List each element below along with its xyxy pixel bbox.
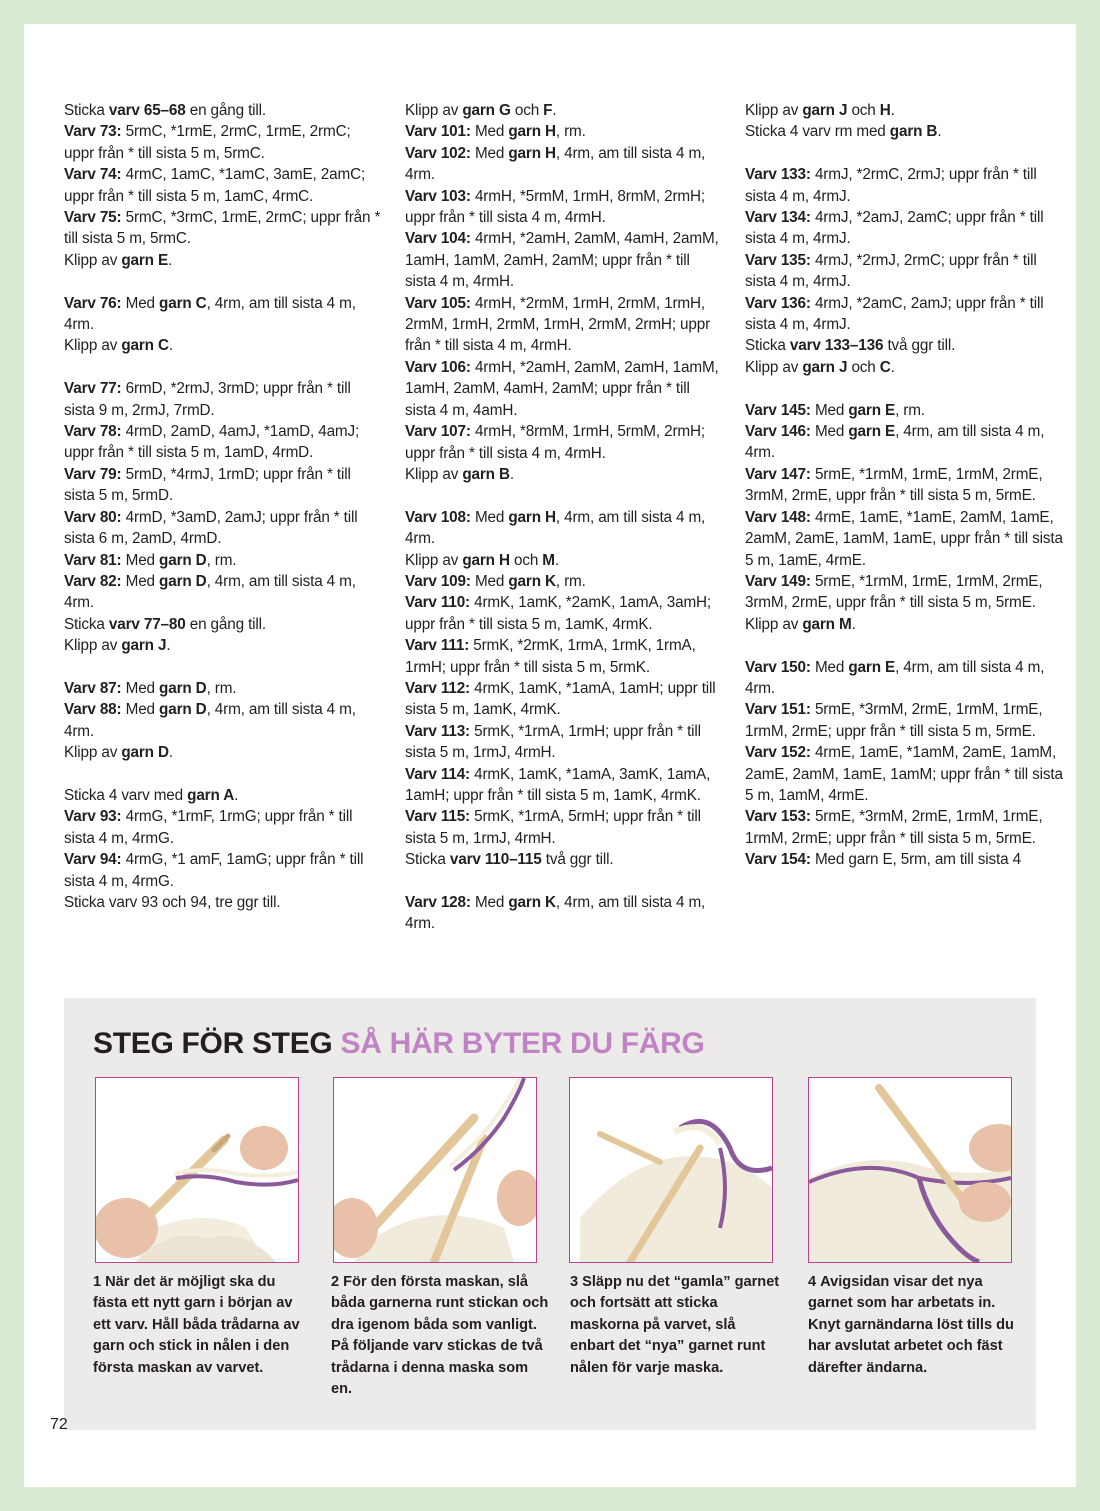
instruction-line <box>64 100 382 121</box>
pattern-column-2 <box>405 100 723 935</box>
instruction-bold: garn G <box>462 102 511 119</box>
instruction-text: 4rmG, *1 amF, 1amG; uppr från * till sista 4 m, 4rmG. <box>64 851 364 890</box>
instruction-line <box>405 121 723 142</box>
instruction-bold: Varv 101: <box>405 123 471 141</box>
step-number: 3 <box>570 1274 579 1290</box>
instruction-text: Med <box>470 508 509 526</box>
instruction-bold: Varv 82: <box>64 572 122 590</box>
step-text: Släpp nu det “gamla” garnet och fortsätt att sticka maskorna på varvet, slå enbart det “nya” garnet runt nålen för varje maska. <box>570 1274 780 1376</box>
pattern-column-1 <box>64 100 382 913</box>
instruction-text: och <box>847 102 880 119</box>
page-number: 72 <box>50 1416 68 1433</box>
instruction-text: 5rmE, *1rmM, 1rmE, 1rmM, 2rmE, 3rmM, 2rmE, uppr från * till sista 5 m, 5rmE. <box>745 465 1043 505</box>
instruction-bold: Varv 128: <box>405 894 471 911</box>
instruction-line <box>405 143 723 186</box>
instruction-line <box>745 121 1063 142</box>
instruction-text: 4rmD, 2amD, 4amJ, *1amD, 4amJ; uppr från * till sista 5 m, 1amD, 4rmD. <box>64 423 360 462</box>
instruction-bold: Varv 106: <box>405 358 471 376</box>
instruction-bold: Varv 77: <box>64 380 122 398</box>
instruction-text: Klipp av <box>64 337 122 355</box>
instruction-line <box>405 571 723 592</box>
step-text: För den första maskan, slå båda garnerna runt stickan och dra igenom båda som vanligt. På följande varv stickas de två trådarna i denna maska som en. <box>331 1274 549 1398</box>
instruction-text: 4rmH, *2rmM, 1rmH, 2rmM, 1rmH, 2rmM, 1rmH, 2rmM, 1rmH, 2rmM, 2rmH; uppr från * till sista 4 m, 4rmH. <box>405 294 711 355</box>
instruction-bold: Varv 154: <box>745 851 811 869</box>
instruction-text: Sticka <box>405 851 450 869</box>
instruction-text: 4rmG, *1rmF, 1rmG; uppr från * till sista 4 m, 4rmG. <box>64 808 353 847</box>
instruction-bold: garn B <box>889 123 938 141</box>
instruction-bold: Varv 94: <box>64 851 122 869</box>
instruction-bold: Varv 151: <box>745 701 811 719</box>
instruction-text: 4rmE, 1amE, *1amE, 2amM, 1amE, 2amM, 2amE, 1amM, 1amE, uppr från * till sista 5 m, 1amE, 4rmE. <box>745 508 1063 569</box>
step-2-photo <box>333 1077 537 1263</box>
instruction-text: 4rmK, 1amK, *2amK, 1amA, 3amH; uppr från * till sista 5 m, 1amK, 4rmK. <box>405 594 712 633</box>
instruction-text: . <box>168 744 173 762</box>
instruction-text: . <box>554 551 559 569</box>
instruction-text: Sticka <box>64 615 109 633</box>
instruction-text: , rm. <box>895 401 925 419</box>
instruction-bold: Varv 80: <box>64 508 122 526</box>
instruction-bold: H <box>879 102 891 119</box>
instruction-bold: Varv 147: <box>745 465 811 483</box>
instruction-text: Sticka 4 varv med <box>64 786 188 804</box>
instruction-text: Sticka <box>64 102 109 119</box>
page <box>24 24 1076 1487</box>
instruction-bold: Varv 146: <box>745 423 811 441</box>
instruction-text: Med <box>121 551 160 569</box>
instruction-line <box>405 228 723 292</box>
instruction-line <box>405 464 723 485</box>
instruction-text: Klipp av <box>405 102 463 119</box>
instruction-bold: garn J <box>121 637 167 655</box>
step-4-caption <box>808 1272 1020 1379</box>
instruction-bold: garn K <box>508 894 556 911</box>
instruction-text: 4rmH, *5rmM, 1rmH, 8rmM, 2rmH; uppr från * till sista 4 m, 4rmH. <box>405 187 705 227</box>
instruction-text: . <box>937 123 942 141</box>
instruction-bold: garn E <box>848 401 896 419</box>
instruction-bold: garn D <box>159 572 207 590</box>
instruction-line <box>745 357 1063 378</box>
instruction-line <box>64 507 382 550</box>
instruction-bold: Varv 110: <box>405 594 470 612</box>
instruction-text: 4rmJ, *2amC, 2amJ; uppr från * till sista 4 m, 4rmJ. <box>745 294 1044 334</box>
instruction-text: , 4rm, am till sista 4 m, 4rm. <box>64 701 356 740</box>
step-text: När det är möjligt ska du fästa ett nytt garn i början av ett varv. Håll båda trådarna av garn och stick in nålen i den första maskan av varvet. <box>93 1274 300 1376</box>
step-by-step-title <box>93 1027 705 1061</box>
instruction-text: Med <box>121 701 160 719</box>
instruction-text: 4rmC, 1amC, *1amC, 3amE, 2amC; uppr från * till sista 5 m, 1amC, 4rmC. <box>64 166 366 205</box>
instruction-text: , 4rm, am till sista 4 m, 4rm. <box>64 294 356 334</box>
instruction-text: , rm. <box>555 572 586 590</box>
instruction-text: , 4rm, am till sista 4 m, 4rm. <box>405 894 706 933</box>
instruction-text: Med <box>470 894 509 911</box>
instruction-line <box>405 100 723 121</box>
instruction-text: 4rmH, *2amH, 2amM, 2amH, 1amM, 1amH, 2amM, 4amH, 2amM; uppr från * till sista 4 m, 4amH. <box>405 358 719 419</box>
instruction-text: Sticka <box>745 337 790 355</box>
instruction-text: Med <box>470 572 509 590</box>
instruction-text: , rm. <box>555 123 586 141</box>
title-part-1: STEG FÖR STEG <box>93 1027 333 1060</box>
instruction-line <box>64 892 382 913</box>
instruction-text: Klipp av <box>405 465 463 483</box>
instruction-text: en gång till. <box>185 102 267 119</box>
instruction-line <box>745 100 1063 121</box>
instruction-bold: Varv 153: <box>745 808 811 826</box>
instruction-line <box>745 400 1063 421</box>
instruction-bold: Varv 74: <box>64 166 122 184</box>
instruction-text: 5rmK, *1rmA, 5rmH; uppr från * till sista 5 m, 1rmJ, 4rmH. <box>405 808 701 847</box>
instruction-line <box>64 207 382 250</box>
instruction-text: Klipp av <box>745 102 803 119</box>
step-3-photo <box>569 1077 773 1263</box>
instruction-line <box>405 849 723 870</box>
instruction-bold: Varv 78: <box>64 423 122 441</box>
instruction-text: 5rmC, *3rmC, 1rmE, 2rmC; uppr från * till sista 5 m, 5rmC. <box>64 209 381 248</box>
instruction-line <box>405 892 723 935</box>
instruction-bold: Varv 145: <box>745 401 811 419</box>
instruction-line <box>405 421 723 464</box>
instruction-line <box>745 335 1063 356</box>
instruction-line <box>64 785 382 806</box>
instruction-text: . <box>509 465 514 483</box>
instruction-text: en gång till. <box>185 615 267 633</box>
knitting-photo-2 <box>334 1078 536 1262</box>
instruction-text: 4rmJ, *2amJ, 2amC; uppr från * till sista 4 m, 4rmJ. <box>745 209 1044 248</box>
instruction-line <box>745 421 1063 464</box>
instruction-text: , 4rm, am till sista 4 m, 4rm. <box>405 508 706 548</box>
instruction-line <box>745 699 1063 742</box>
instruction-bold: Varv 136: <box>745 294 811 312</box>
instruction-text: 5rmE, *1rmM, 1rmE, 1rmM, 2rmE, 3rmM, 2rmE, uppr från * till sista 5 m, 5rmE. <box>745 572 1043 612</box>
instruction-bold: Varv 135: <box>745 251 811 269</box>
instruction-line <box>745 849 1063 870</box>
instruction-bold: Varv 150: <box>745 658 811 676</box>
instruction-line <box>745 293 1063 336</box>
instruction-bold: Varv 148: <box>745 508 811 526</box>
instruction-bold: Varv 115: <box>405 808 470 826</box>
step-by-step-box <box>64 998 1036 1430</box>
instruction-text: , 4rm, am till sista 4 m, 4rm. <box>64 572 356 612</box>
instruction-line <box>64 121 382 164</box>
instruction-text: Med garn E, 5rm, am till sista 4 <box>810 851 1021 869</box>
instruction-bold: garn E <box>848 658 896 676</box>
instruction-bold: Varv 75: <box>64 209 122 227</box>
step-number: 2 <box>331 1274 340 1290</box>
instruction-line <box>745 207 1063 250</box>
instruction-line <box>405 678 723 721</box>
instruction-text: Med <box>810 401 849 419</box>
instruction-text: 4rmH, *8rmM, 1rmH, 5rmM, 2rmH; uppr från * till sista 4 m, 4rmH. <box>405 423 705 462</box>
instruction-text: Klipp av <box>64 637 122 655</box>
step-text: Avigsidan visar det nya garnet som har arbetats in. Knyt garnändarna löst tills du har avslutat arbetet och fäst därefter ändarna. <box>808 1274 1014 1376</box>
instruction-bold: garn B <box>462 465 510 483</box>
instruction-line <box>405 293 723 357</box>
instruction-line <box>64 550 382 571</box>
instruction-bold: garn D <box>159 551 207 569</box>
instruction-line <box>745 250 1063 293</box>
knitting-photo-4 <box>809 1078 1011 1262</box>
instruction-text: 5rmE, *3rmM, 2rmE, 1rmM, 1rmE, 1rmM, 2rmE; uppr från * till sista 5 m, 5rmE. <box>745 808 1043 847</box>
instruction-text: Klipp av <box>64 251 122 269</box>
instruction-bold: varv 110–115 <box>449 851 542 869</box>
knitting-photo-1 <box>96 1078 298 1262</box>
instruction-text: , rm. <box>206 679 237 697</box>
instruction-line <box>405 592 723 635</box>
instruction-bold: Varv 112: <box>405 679 470 697</box>
instruction-bold: garn C <box>159 294 207 312</box>
instruction-text: och <box>509 551 543 569</box>
instruction-text: . <box>168 337 173 355</box>
instruction-line <box>745 806 1063 849</box>
knitting-photo-3 <box>570 1078 772 1262</box>
instruction-text: , 4rm, am till sista 4 m, 4rm. <box>405 144 706 184</box>
instruction-bold: Varv 108: <box>405 508 471 526</box>
instruction-bold: garn H <box>508 508 556 526</box>
instruction-bold: garn J <box>802 102 848 119</box>
instruction-line <box>64 571 382 614</box>
instruction-line <box>64 614 382 635</box>
instruction-text: 5rmC, *1rmE, 2rmC, 1rmE, 2rmC; uppr från * till sista 5 m, 5rmC. <box>64 123 351 162</box>
instruction-text: Med <box>121 572 160 590</box>
instruction-bold: garn E <box>121 251 169 269</box>
step-4-photo <box>808 1077 1012 1263</box>
instruction-text: Med <box>121 679 160 697</box>
instruction-text: Sticka 4 varv rm med <box>745 123 890 141</box>
instruction-bold: Varv 76: <box>64 294 122 312</box>
instruction-text: Med <box>121 294 160 312</box>
instruction-line <box>64 699 382 742</box>
instruction-text: 5rmD, *4rmJ, 1rmD; uppr från * till sista 5 m, 5rmD. <box>64 465 351 505</box>
instruction-bold: Varv 134: <box>745 209 811 227</box>
instruction-bold: Varv 79: <box>64 465 122 483</box>
instruction-line <box>64 678 382 699</box>
instruction-text: Med <box>470 123 509 141</box>
title-part-2: SÅ HÄR BYTER DU FÄRG <box>340 1027 705 1060</box>
instruction-text: Klipp av <box>64 744 122 762</box>
step-number: 1 <box>93 1274 102 1290</box>
instruction-text: . <box>851 615 856 633</box>
step-2-caption <box>331 1272 551 1400</box>
instruction-line <box>64 164 382 207</box>
instruction-line <box>64 806 382 849</box>
instruction-line <box>64 849 382 892</box>
instruction-text: Med <box>810 658 849 676</box>
instruction-bold: garn D <box>159 701 207 719</box>
instruction-text: . <box>552 102 557 119</box>
instruction-text: . <box>168 251 173 269</box>
instruction-line <box>64 421 382 464</box>
instruction-bold: garn H <box>508 123 556 141</box>
step-3-caption <box>570 1272 782 1379</box>
instruction-line <box>745 614 1063 635</box>
instruction-line <box>64 293 382 336</box>
instruction-bold: Varv 93: <box>64 808 122 826</box>
instruction-bold: Varv 113: <box>405 722 470 740</box>
instruction-bold: garn D <box>121 744 169 762</box>
instruction-text: Sticka varv 93 och 94, tre ggr till. <box>64 893 281 911</box>
instruction-bold: garn A <box>187 786 235 804</box>
instruction-line <box>745 164 1063 207</box>
instruction-text: Med <box>810 423 849 441</box>
instruction-bold: Varv 102: <box>405 144 471 162</box>
instruction-bold: Varv 87: <box>64 679 122 697</box>
instruction-bold: garn D <box>159 679 207 697</box>
instruction-line <box>64 635 382 656</box>
instruction-text: 4rmE, 1amE, *1amM, 2amE, 1amM, 2amE, 2amM, 1amE, 1amM; uppr från * till sista 5 m, 1amM, 4rmE. <box>745 744 1063 804</box>
instruction-bold: Varv 152: <box>745 744 811 762</box>
instruction-text: 4rmD, *3amD, 2amJ; uppr från * till sista 6 m, 2amD, 4rmD. <box>64 508 358 548</box>
instruction-bold: Varv 103: <box>405 187 471 205</box>
instruction-bold: varv 133–136 <box>789 337 884 355</box>
instruction-text: Klipp av <box>745 358 803 376</box>
step-number: 4 <box>808 1274 817 1290</box>
instruction-bold: garn H <box>508 144 556 162</box>
instruction-text: , 4rm, am till sista 4 m, 4rm. <box>745 658 1045 697</box>
instruction-text: och <box>510 102 544 119</box>
instruction-line <box>745 507 1063 571</box>
instruction-text: . <box>890 102 895 119</box>
instruction-bold: Varv 105: <box>405 294 471 312</box>
instruction-text: Klipp av <box>405 551 463 569</box>
instruction-bold: garn K <box>508 572 556 590</box>
instruction-text: Klipp av <box>745 615 803 633</box>
instruction-bold: C <box>879 358 891 376</box>
instruction-line <box>405 806 723 849</box>
instruction-text: 6rmD, *2rmJ, 3rmD; uppr från * till sista 9 m, 2rmJ, 7rmD. <box>64 380 351 419</box>
instruction-text: 5rmE, *3rmM, 2rmE, 1rmM, 1rmE, 1rmM, 2rmE; uppr från * till sista 5 m, 5rmE. <box>745 701 1043 740</box>
instruction-line <box>64 464 382 507</box>
instruction-bold: Varv 111: <box>405 637 470 655</box>
instruction-text: . <box>166 637 171 655</box>
instruction-text: , 4rm, am till sista 4 m, 4rm. <box>745 423 1045 462</box>
instruction-line <box>64 250 382 271</box>
instruction-bold: garn E <box>848 423 896 441</box>
instruction-text: 4rmJ, *2rmJ, 2rmC; uppr från * till sista 4 m, 4rmJ. <box>745 251 1037 291</box>
instruction-line <box>405 764 723 807</box>
instruction-line <box>745 571 1063 614</box>
instruction-line <box>405 550 723 571</box>
instruction-text: , rm. <box>206 551 237 569</box>
instruction-line <box>64 335 382 356</box>
instruction-bold: varv 65–68 <box>108 102 186 119</box>
instruction-text: 4rmJ, *2rmC, 2rmJ; uppr från * till sista 4 m, 4rmJ. <box>745 166 1037 205</box>
instruction-bold: Varv 133: <box>745 166 811 184</box>
instruction-text: 5rmK, *2rmK, 1rmA, 1rmK, 1rmA, 1rmH; uppr från * till sista 5 m, 5rmK. <box>405 637 696 676</box>
instruction-line <box>745 464 1063 507</box>
instruction-line <box>745 657 1063 700</box>
instruction-bold: Varv 114: <box>405 765 470 783</box>
instruction-bold: M <box>542 551 555 569</box>
step-1-caption <box>93 1272 313 1379</box>
instruction-line <box>405 507 723 550</box>
instruction-bold: Varv 109: <box>405 572 471 590</box>
instruction-line <box>405 357 723 421</box>
step-1-photo <box>95 1077 299 1263</box>
instruction-text: 4rmH, *2amH, 2amM, 4amH, 2amM, 1amH, 1amM, 2amH, 2amM; uppr från * till sista 4 m, 4rmH. <box>405 230 719 291</box>
instruction-line <box>64 378 382 421</box>
instruction-bold: garn H <box>462 551 510 569</box>
instruction-bold: Varv 107: <box>405 423 471 441</box>
instruction-line <box>405 186 723 229</box>
instruction-text: 4rmK, 1amK, *1amA, 3amK, 1amA, 1amH; uppr från * till sista 5 m, 1amK, 4rmK. <box>405 765 711 804</box>
instruction-bold: garn M <box>802 615 852 633</box>
instruction-line <box>64 742 382 763</box>
instruction-text: Med <box>470 144 509 162</box>
instruction-bold: garn J <box>802 358 848 376</box>
instruction-bold: Varv 104: <box>405 230 471 248</box>
instruction-text: 4rmK, 1amK, *1amA, 1amH; uppr till sista 5 m, 1amK, 4rmK. <box>405 679 716 719</box>
instruction-line <box>405 721 723 764</box>
instruction-text: . <box>890 358 895 376</box>
instruction-bold: F <box>543 102 553 119</box>
instruction-text: och <box>847 358 880 376</box>
instruction-bold: Varv 149: <box>745 572 811 590</box>
instruction-bold: Varv 88: <box>64 701 122 719</box>
instruction-text: . <box>234 786 239 804</box>
pattern-column-3 <box>745 100 1063 871</box>
instruction-line <box>745 742 1063 806</box>
instruction-bold: Varv 73: <box>64 123 122 141</box>
instruction-bold: garn C <box>121 337 169 355</box>
instruction-line <box>405 635 723 678</box>
instruction-text: 5rmK, *1rmA, 1rmH; uppr från * till sista 5 m, 1rmJ, 4rmH. <box>405 722 701 762</box>
instruction-bold: Varv 81: <box>64 551 122 569</box>
instruction-bold: varv 77–80 <box>108 615 186 633</box>
instruction-text: två ggr till. <box>541 851 614 869</box>
instruction-text: två ggr till. <box>883 337 956 355</box>
